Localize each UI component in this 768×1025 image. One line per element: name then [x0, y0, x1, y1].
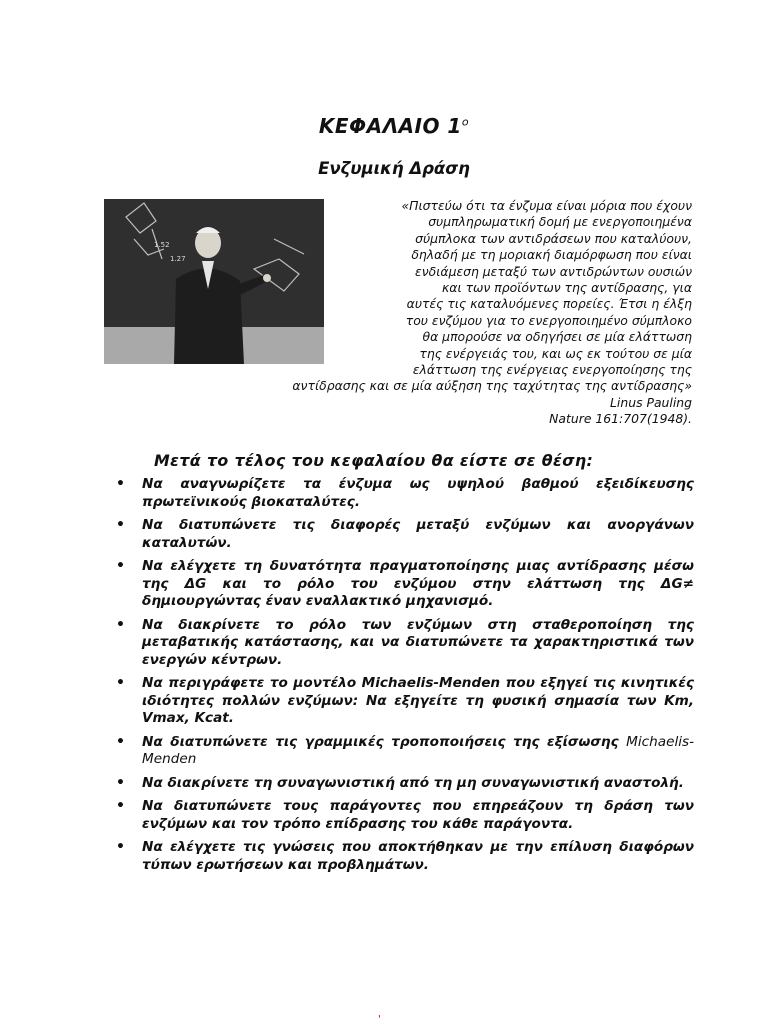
objective-item: [116, 839, 694, 874]
objective-item: [116, 775, 694, 793]
objective-text: Να διακρίνετε το ρόλο των ενζύμων στη σταθεροποίηση της μεταβατικής κατάστασης, και να διατυπώνετε τα χαρακτηριστικά των ενεργών κέντρων.: [142, 616, 694, 668]
quote-line: ενδιάμεση μεταξύ των αντιδρώντων ουσιών: [415, 263, 692, 279]
bullet-icon: •: [116, 616, 125, 633]
chapter-title-text: ΚΕΦΑΛΑΙΟ 1: [318, 114, 462, 138]
objective-text: Να διατυπώνετε τις γραμμικές τροποποιήσεις της εξίσωσης: [142, 733, 619, 750]
quote-line: του ενζύμου για το ενεργοποιημένο σύμπλοκο: [405, 312, 692, 328]
bullet-icon: •: [116, 517, 125, 533]
objective-item: [116, 517, 694, 552]
quote-source: Nature 161:707(1948).: [549, 411, 692, 426]
objective-item: [116, 558, 694, 611]
quote-line: σύμπλοκα των αντιδράσεων που καταλύουν,: [415, 230, 692, 246]
quote-line: «Πιστεύω ότι τα ένζυμα είναι μόρια που έχουν: [401, 198, 692, 213]
quote-line: ελάττωση της ενέργειας ενεργοποίησης της: [412, 362, 692, 378]
objective-text: Να ελέγχετε τη δυνατότητα πραγματοποίησης μιας αντίδρασης μέσω της ΔG και το ρόλο του ενζύμου στην ελάττωση της ΔG≠ δημιουργώντας έναν εναλλακτικό μηχανισμό.: [142, 558, 694, 609]
quote-line: συμπληρωματική δομή με ενεργοποιημένα: [428, 214, 692, 230]
chapter-number-superscript: ο: [461, 115, 470, 129]
objective-text: Να αναγνωρίζετε τα ένζυμα ως υψηλού βαθμού εξειδίκευσης πρωτεϊνικούς βιοκαταλύτες.: [142, 476, 694, 510]
page-footer-mark: ': [378, 1014, 381, 1025]
objective-text: Να διατυπώνετε τις διαφορές μεταξύ ενζύμων και ανοργάνων καταλυτών.: [142, 517, 694, 551]
chapter-subtitle: Ενζυμική Δράση: [318, 159, 470, 178]
quote-author: Linus Pauling: [610, 395, 692, 410]
objective-text: Να διακρίνετε τη συναγωνιστική από τη μη συναγωνιστική αναστολή.: [142, 774, 684, 791]
objective-item: [116, 734, 694, 769]
objective-text: Να ελέγχετε τις γνώσεις που αποκτήθηκαν με την επίλυση διαφόρων τύπων ερωτήσεων και προβλημάτων.: [142, 839, 694, 873]
chapter-title: [0, 114, 768, 138]
quote-line: αυτές τις καταλυόμενες πορείες. Έτσι η έλξη: [406, 296, 692, 312]
quote-line: δηλαδή με τη μοριακή διαμόρφωση που είναι: [411, 247, 692, 263]
quote-line: και των προϊόντων της αντίδρασης, για: [441, 280, 692, 296]
objective-item: [116, 675, 694, 728]
quote-attribution: [400, 395, 692, 427]
objectives-heading: Μετά το τέλος του κεφαλαίου θα είστε σε θέση:: [154, 451, 594, 470]
objective-item: [116, 476, 694, 511]
quote-line: θα μπορούσε να οδηγήσει σε μία ελάττωση: [422, 329, 692, 345]
objective-text: Να διατυπώνετε τους παράγοντες που επηρεάζουν τη δράση των ενζύμων και τον τρόπο επίδρασης του κάθε παράγοντα.: [142, 798, 694, 832]
objectives-list: [116, 476, 694, 880]
bullet-icon: •: [116, 476, 125, 492]
objective-text-extra: Michaelis-Menden: [142, 733, 694, 767]
bullet-icon: •: [116, 733, 125, 750]
quote-line: της ενέργειάς του, και ως εκ τούτου σε μία: [419, 345, 692, 361]
epigraph-quote: [160, 198, 692, 395]
bullet-icon: •: [116, 798, 125, 814]
bullet-icon: •: [116, 839, 125, 855]
objective-text: Να περιγράφετε το μοντέλο Michaelis-Menden που εξηγεί τις κινητικές ιδιότητες πολλών ενζύμων: Να εξηγείτε τη φυσική σημασία των Km, Vmax, Kcat.: [142, 675, 694, 726]
bullet-icon: •: [116, 774, 125, 791]
bullet-icon: •: [116, 675, 125, 691]
svg-text:1.27: 1.27: [170, 255, 186, 263]
objective-item: [116, 617, 694, 670]
bullet-icon: •: [116, 558, 125, 574]
quote-line: αντίδρασης και σε μία αύξηση της ταχύτητας της αντίδρασης»: [292, 378, 692, 394]
objective-item: [116, 798, 694, 833]
svg-text:1.52: 1.52: [154, 241, 170, 249]
